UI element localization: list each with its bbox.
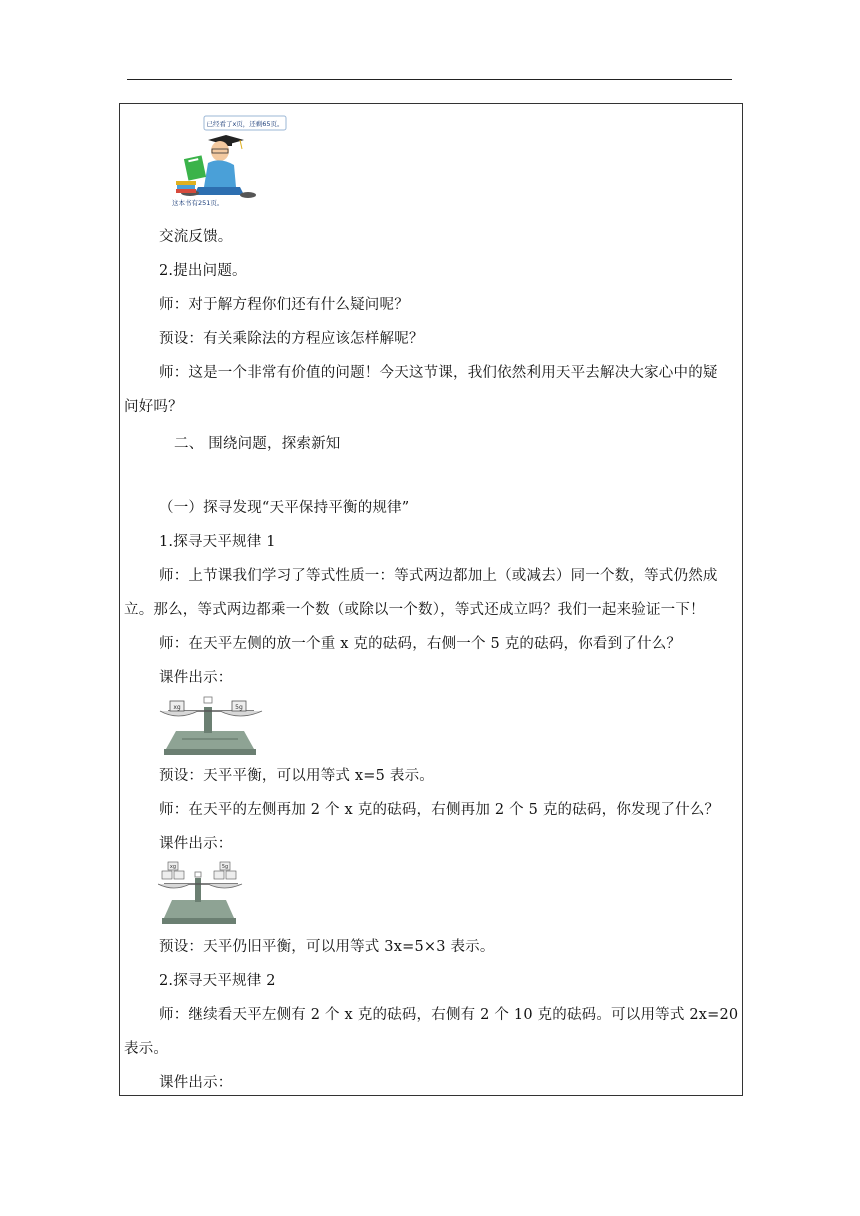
caption-text: 这本书有251页。 xyxy=(172,199,224,207)
weight-x-label: xg xyxy=(169,864,177,870)
text-line: 预设：天平仍旧平衡，可以用等式 3x=5×3 表示。 xyxy=(159,939,495,955)
text-line: 师：对于解方程你们还有什么疑问呢？ xyxy=(159,297,409,313)
text-line: 立。那么，等式两边都乘一个数（或除以一个数），等式还成立吗？我们一起来验证一下！ xyxy=(124,602,705,618)
text-line: 表示。 xyxy=(124,1041,169,1057)
text-line: 师：在天平左侧的放一个重 x 克的砝码，右侧一个 5 克的砝码，你看到了什么？ xyxy=(159,636,682,652)
text-line: 师：继续看天平左侧有 2 个 x 克的砝码，右侧有 2 个 10 克的砝码。可以用等式 2x=20 xyxy=(159,1007,739,1023)
text-line: 预设：天平平衡，可以用等式 x=5 表示。 xyxy=(159,768,434,784)
weight-5g-label: 5g xyxy=(221,864,229,870)
text-line: 2.提出问题。 xyxy=(159,263,247,279)
header-rule xyxy=(127,79,732,80)
section-heading: 二、 围绕问题，探索新知 xyxy=(174,436,341,452)
balance-scale-figure-1 xyxy=(158,693,270,757)
bubble-text: 已经看了x页，还剩65页。 xyxy=(206,120,284,128)
weight-5g-label: 5g xyxy=(235,704,243,711)
text-line: 2.探寻天平规律 2 xyxy=(159,973,276,989)
text-line: 师：在天平的左侧再加 2 个 x 克的砝码，右侧再加 2 个 5 克的砝码，你发现了什么？ xyxy=(159,802,720,818)
text-line: 交流反馈。 xyxy=(159,229,233,245)
balance-scale-figure-2 xyxy=(158,858,248,926)
text-line: 1.探寻天平规律 1 xyxy=(159,534,276,550)
text-line: 预设：有关乘除法的方程应该怎样解呢？ xyxy=(159,331,424,347)
text-line: 课件出示： xyxy=(159,1075,233,1091)
text-line: 师：这是一个非常有价值的问题！今天这节课，我们依然利用天平去解决大家心中的疑 xyxy=(159,365,718,381)
text-line: 问好吗？ xyxy=(124,399,183,415)
text-line: 课件出示： xyxy=(159,670,233,686)
weight-x-label: xg xyxy=(173,704,181,711)
text-line: 课件出示： xyxy=(159,836,233,852)
text-line: 师：上节课我们学习了等式性质一：等式两边都加上（或减去）同一个数，等式仍然成 xyxy=(159,568,718,584)
subsection-heading: （一）探寻发现“天平保持平衡的规律” xyxy=(159,500,410,516)
reading-student-illustration xyxy=(168,113,298,209)
